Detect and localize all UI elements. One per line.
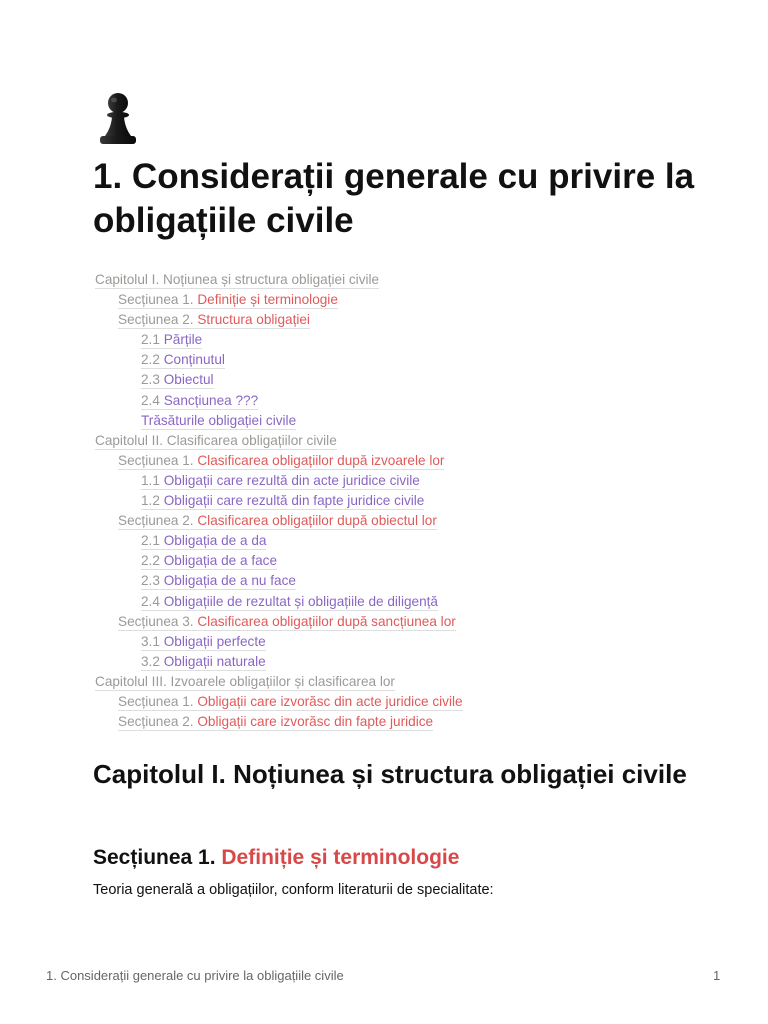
toc-link[interactable] [118, 714, 433, 731]
pawn-icon [94, 92, 142, 148]
toc-link[interactable] [118, 453, 444, 470]
table-of-contents [95, 270, 735, 732]
toc-item-label: Structura obligației [197, 312, 310, 328]
toc-link[interactable] [141, 393, 258, 410]
toc-item-prefix: 1.1 [141, 472, 164, 488]
toc-item-prefix: 3.2 [141, 653, 164, 669]
toc-item-label: Sancțiunea ??? [163, 392, 259, 408]
toc-item[interactable] [95, 571, 735, 591]
toc-item-prefix: Secțiunea 1. [118, 292, 198, 308]
toc-item-prefix: Secțiunea 2. [118, 513, 198, 529]
toc-item-label: Obligațiile de rezultat și obligațiile de diligență [163, 593, 438, 609]
toc-item-label: Obligații care izvorăsc din fapte juridice [197, 714, 434, 730]
toc-link[interactable] [141, 553, 277, 570]
toc-link[interactable] [141, 654, 266, 671]
footer-title: 1. Considerații generale cu privire la obligațiile civile [46, 968, 344, 983]
toc-item[interactable] [95, 531, 735, 551]
toc-item-prefix: Secțiunea 2. [118, 714, 198, 730]
body-paragraph: Teoria generală a obligațiilor, conform literaturii de specialitate: [93, 882, 494, 898]
toc-item[interactable] [95, 310, 735, 330]
toc-item-prefix: Secțiunea 3. [118, 613, 198, 629]
section-heading-title: Definiție și terminologie [221, 846, 460, 869]
toc-item-label: Obligații care izvorăsc din acte juridice civile [197, 693, 463, 709]
toc-item-prefix: 3.1 [141, 633, 164, 649]
toc-item[interactable] [95, 431, 735, 451]
toc-item-label: Clasificarea obligațiilor după izvoarele lor [197, 452, 445, 468]
toc-item[interactable] [95, 370, 735, 390]
toc-item[interactable] [95, 350, 735, 370]
toc-item-label: Părțile [163, 332, 203, 348]
toc-item[interactable] [95, 511, 735, 531]
toc-link[interactable] [118, 694, 463, 711]
toc-item[interactable] [95, 330, 735, 350]
toc-item-prefix: 1.2 [141, 493, 164, 509]
toc-item-label: Capitolul III. Izvoarele obligațiilor și clasificarea lor [95, 673, 395, 689]
toc-item-label: Obligația de a nu face [163, 573, 296, 589]
toc-link[interactable] [141, 352, 225, 369]
toc-link[interactable] [118, 312, 310, 329]
toc-link[interactable] [95, 272, 379, 289]
toc-item[interactable] [95, 451, 735, 471]
toc-item-prefix: 2.4 [141, 593, 164, 609]
toc-item-label: Obiectul [163, 372, 214, 388]
chapter-heading: Capitolul I. Noțiunea și structura obligației civile [93, 759, 687, 789]
section-heading [93, 843, 459, 873]
toc-item-prefix: Secțiunea 1. [118, 452, 198, 468]
toc-link[interactable] [141, 493, 424, 510]
toc-item-prefix: 2.3 [141, 573, 164, 589]
toc-item-prefix: 2.3 [141, 372, 164, 388]
toc-link[interactable] [95, 674, 395, 691]
toc-link[interactable] [141, 372, 214, 389]
toc-item[interactable] [95, 592, 735, 612]
toc-item-prefix: Secțiunea 2. [118, 312, 198, 328]
toc-item[interactable] [95, 290, 735, 310]
toc-item[interactable] [95, 652, 735, 672]
toc-item-label: Trăsăturile obligației civile [141, 412, 297, 428]
page-title: 1. Considerații generale cu privire la obligațiile civile [93, 157, 695, 240]
section-heading-prefix: Secțiunea 1. [93, 846, 222, 869]
toc-item-prefix: Secțiunea 1. [118, 693, 198, 709]
toc-item-label: Obligații care rezultă din fapte juridice civile [163, 493, 425, 509]
toc-item-label: Obligații perfecte [163, 633, 266, 649]
toc-link[interactable] [95, 433, 337, 450]
toc-item[interactable] [95, 712, 735, 732]
toc-item[interactable] [95, 612, 735, 632]
toc-item[interactable] [95, 270, 735, 290]
toc-item[interactable] [95, 632, 735, 652]
toc-item-label: Conținutul [163, 352, 225, 368]
toc-link[interactable] [141, 634, 266, 651]
toc-item-label: Obligația de a face [163, 553, 278, 569]
toc-item-label: Obligații naturale [163, 653, 266, 669]
toc-item-prefix: 2.2 [141, 553, 164, 569]
toc-item[interactable] [95, 471, 735, 491]
toc-link[interactable] [141, 473, 420, 490]
toc-link[interactable] [141, 332, 202, 349]
toc-link[interactable] [118, 292, 338, 309]
toc-item-prefix: 2.1 [141, 332, 164, 348]
toc-item-label: Obligația de a da [163, 533, 267, 549]
toc-item[interactable] [95, 551, 735, 571]
toc-item-label: Clasificarea obligațiilor după sancțiunea lor [197, 613, 456, 629]
toc-item-label: Capitolul I. Noțiunea și structura obligației civile [95, 272, 380, 287]
toc-item[interactable] [95, 491, 735, 511]
toc-item-label: Obligații care rezultă din acte juridice civile [163, 472, 420, 488]
toc-link[interactable] [141, 594, 438, 611]
toc-link[interactable] [118, 513, 437, 530]
toc-link[interactable] [118, 614, 456, 631]
toc-link[interactable] [141, 413, 296, 430]
toc-item-prefix: 2.1 [141, 533, 164, 549]
toc-item[interactable] [95, 672, 735, 692]
toc-item-prefix: 2.4 [141, 392, 164, 408]
toc-link[interactable] [141, 573, 296, 590]
toc-item-prefix: 2.2 [141, 352, 164, 368]
toc-item-label: Clasificarea obligațiilor după obiectul lor [197, 513, 437, 529]
footer-page-number: 1 [713, 968, 721, 983]
toc-item[interactable] [95, 692, 735, 712]
toc-item[interactable] [95, 391, 735, 411]
toc-item-label: Definiție și terminologie [197, 292, 338, 308]
toc-item[interactable] [95, 411, 735, 431]
toc-item-label: Capitolul II. Clasificarea obligațiilor civile [95, 432, 337, 448]
toc-link[interactable] [141, 533, 266, 550]
